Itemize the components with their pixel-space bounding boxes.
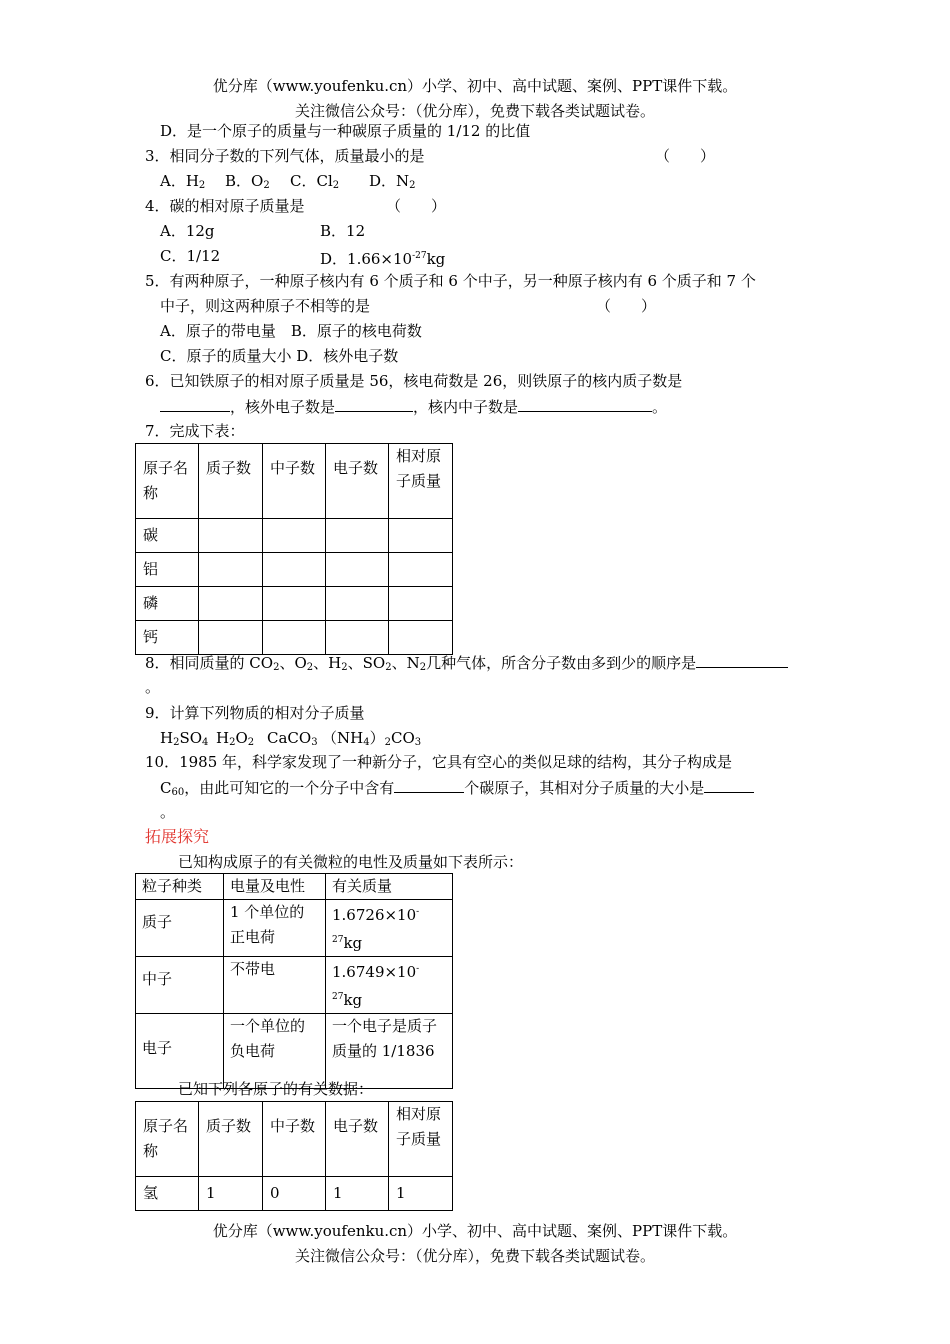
q7-cell[interactable] (199, 587, 263, 621)
particle-charge: 一个单位的负电荷 (224, 1014, 326, 1089)
page-footer-line2: 关注微信公众号：（优分库），免费下载各类试题试卷。 (294, 1247, 655, 1265)
q7-header-cell: 中子数 (263, 444, 326, 519)
page-header-line1: 优分库（www.youfenku.cn）小学、初中、高中试题、案例、PPT课件下载。 (212, 77, 738, 95)
particle-table (135, 873, 453, 1089)
atom-cell: 1 (326, 1177, 389, 1211)
q4-option-a: A．12g (160, 222, 215, 240)
q3-stem: 3．相同分子数的下列气体，质量最小的是 (145, 147, 425, 165)
q5-options-ab: A．原子的带电量 B．原子的核电荷数 (160, 322, 422, 340)
q5-stem-line2: 中子，则这两种原子不相等的是 (160, 297, 371, 315)
atom-header-cell: 质子数 (199, 1102, 263, 1177)
q9-formula-h2so4: $H_2SO_4$ (160, 729, 209, 748)
q7-table (135, 443, 453, 655)
q8-blank-order[interactable] (696, 652, 788, 668)
page-footer-line1: 优分库（www.youfenku.cn）小学、初中、高中试题、案例、PPT课件下载。 (212, 1222, 738, 1240)
q9-formula-h2o2: $H_2O_2$ (216, 729, 255, 748)
particle-header-cell: 粒子种类 (136, 874, 224, 900)
extension-title: 拓展探究 (145, 827, 210, 846)
q9-formula-nh4-2co3: $(NH_4)_2CO_3$ (322, 729, 422, 748)
q3-option-b: B．$O_2$ (225, 172, 270, 191)
q7-row-name: 碳 (136, 519, 199, 553)
q7-header-cell: 质子数 (199, 444, 263, 519)
q7-cell[interactable] (389, 519, 453, 553)
q8-stem: 8．相同质量的 $CO_2$、$O_2$、$H_2$、$SO_2$、$N_2$几种气体，所含分子数由多到少的顺序是 (145, 652, 788, 678)
q3-answer-paren: （ ） (655, 147, 716, 165)
q7-cell[interactable] (389, 587, 453, 621)
atom-header-cell: 电子数 (326, 1102, 389, 1177)
particle-mass: 一个电子是质子质量的 1/1836 (326, 1014, 453, 1089)
particle-name: 中子 (136, 957, 224, 1014)
q7-cell[interactable] (389, 553, 453, 587)
atom-data-table (135, 1101, 453, 1211)
q10-stem: 10．1985 年，科学家发现了一种新分子，它具有空心的类似足球的结构，其分子构成是 (145, 753, 733, 771)
q3-option-c: C．$Cl_2$ (290, 172, 340, 191)
q7-cell[interactable] (263, 587, 326, 621)
q9-stem: 9．计算下列物质的相对分子质量 (145, 704, 365, 722)
q8-end-mark: 。 (145, 678, 161, 696)
particle-header-cell: 有关质量 (326, 874, 453, 900)
extension-intro2: 已知下列各原子的有关数据： (178, 1080, 374, 1098)
q5-answer-paren: （ ） (596, 297, 657, 315)
q7-cell[interactable] (389, 621, 453, 655)
q7-header-cell: 电子数 (326, 444, 389, 519)
q10-end-mark: 。 (160, 803, 176, 821)
q7-row-name: 铝 (136, 553, 199, 587)
q7-cell[interactable] (263, 519, 326, 553)
atom-header-cell: 中子数 (263, 1102, 326, 1177)
q7-cell[interactable] (326, 553, 389, 587)
q4-option-d: D．$1.66\times 10^{-27}kg$ (320, 250, 446, 268)
q3-option-d: D．$N_2$ (369, 172, 416, 191)
q2-option-d: D．是一个原子的质量与一种碳原子质量的 1/12 的比值 (160, 122, 531, 140)
q6-blank-electrons[interactable] (335, 396, 413, 412)
q10-blank-molecular-mass[interactable] (704, 777, 754, 793)
q9-formula-caco3: CaCO$_3$ (267, 729, 318, 748)
particle-mass: 1.6726×10- $^{27}$kg (326, 900, 453, 957)
q7-row-name: 磷 (136, 587, 199, 621)
q7-cell[interactable] (326, 587, 389, 621)
q10-blank-carbon-count[interactable] (394, 777, 464, 793)
atom-cell: 氢 (136, 1177, 199, 1211)
q4-answer-paren: （ ） (386, 197, 447, 215)
particle-charge: 1 个单位的正电荷 (224, 900, 326, 957)
q7-cell[interactable] (199, 621, 263, 655)
q7-header-cell: 相对原子质量 (389, 444, 453, 519)
atom-header-cell: 原子名称 (136, 1102, 199, 1177)
q6-blank-neutrons[interactable] (518, 396, 652, 412)
q6-stem: 6．已知铁原子的相对原子质量是 56，核电荷数是 26，则铁原子的核内质子数是 (145, 372, 683, 390)
q5-stem-line1: 5．有两种原子，一种原子核内有 6 个质子和 6 个中子，另一种原子核内有 6 个质子和 7 个 (145, 272, 756, 290)
particle-mass: 1.6749×10- $^{27}$kg (326, 957, 453, 1014)
q3-option-a: A．$H_2$ (160, 172, 206, 191)
q6-blanks-line: ，核外电子数是 ，核内中子数是 。 (160, 396, 667, 417)
q7-cell[interactable] (326, 621, 389, 655)
q7-cell[interactable] (263, 621, 326, 655)
q4-option-c: C．1/12 (160, 247, 221, 265)
atom-cell: 1 (389, 1177, 453, 1211)
particle-name: 质子 (136, 900, 224, 957)
q7-cell[interactable] (199, 519, 263, 553)
q7-cell[interactable] (263, 553, 326, 587)
q7-cell[interactable] (326, 519, 389, 553)
q4-option-b: B．12 (320, 222, 366, 240)
atom-cell: 0 (263, 1177, 326, 1211)
q7-stem: 7．完成下表： (145, 422, 245, 440)
extension-intro: 已知构成原子的有关微粒的电性及质量如下表所示： (178, 853, 524, 871)
q7-cell[interactable] (199, 553, 263, 587)
page-header-line2: 关注微信公众号：（优分库），免费下载各类试题试卷。 (294, 102, 655, 120)
particle-charge: 不带电 (224, 957, 326, 1014)
q7-row-name: 钙 (136, 621, 199, 655)
q4-stem: 4．碳的相对原子质量是 (145, 197, 305, 215)
atom-cell: 1 (199, 1177, 263, 1211)
particle-header-cell: 电量及电性 (224, 874, 326, 900)
particle-name: 电子 (136, 1014, 224, 1089)
q5-options-cd: C．原子的质量大小 D．核外电子数 (160, 347, 399, 365)
q10-blanks-line: $C_{60}$，由此可知它的一个分子中含有 个碳原子，其相对分子质量的大小是 (160, 777, 754, 803)
q7-header-cell: 原子名称 (136, 444, 199, 519)
atom-header-cell: 相对原子质量 (389, 1102, 453, 1177)
q6-blank-protons[interactable] (160, 396, 230, 412)
